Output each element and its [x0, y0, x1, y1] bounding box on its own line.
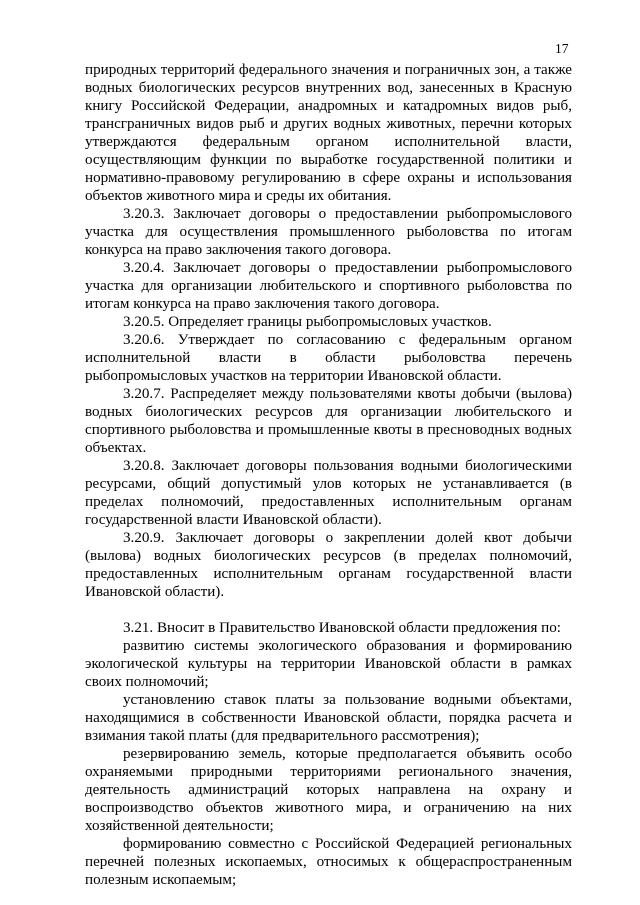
list-item-water-fees: установлению ставок платы за пользование водными объектами, находящимися в собственности Ивановской области, порядка расчета и взимания такой платы (для предварительного рассмотрения); — [85, 692, 572, 744]
page-number: 17 — [555, 41, 569, 56]
list-item-ecological-education: развитию системы экологического образования и формированию экологической культуры на территории Ивановской области в рамках своих полномочий; — [85, 638, 572, 690]
paragraph-3-20-7: 3.20.7. Распределяет между пользователями квоты добычи (вылова) водных биологических ресурсов для организации любительского и спортивного рыболовства и промышленные квоты в пресноводных водных объектах. — [85, 386, 572, 456]
paragraph-3-20-3: 3.20.3. Заключает договоры о предоставлении рыбопромыслового участка для осуществления промышленного рыболовства по итогам конкурса на право заключения такого договора. — [85, 206, 572, 258]
document-body — [85, 61, 572, 889]
paragraph-3-20-4: 3.20.4. Заключает договоры о предоставлении рыбопромыслового участка для организации любительского и спортивного рыболовства по итогам конкурса на право заключения такого договора. — [85, 260, 572, 312]
paragraph-3-20-9: 3.20.9. Заключает договоры о закреплении долей квот добычи (вылова) водных биологических ресурсов (в пределах полномочий, предоставленных исполнительным органам государственной власти Ивановской области). — [85, 530, 572, 600]
paragraph: природных территорий федерального значения и пограничных зон, а также водных биологических ресурсов внутренних вод, занесенных в Красную книгу Российской Федерации, анадромных и катадромных видов рыб, трансграничных видов рыб и других водных животных, перечни которых утверждаются федеральным органом исполнительной власти, осуществляющим функции по выработке государственной политики и нормативно-правовому регулированию в сфере охраны и использования объектов животного мира и среды их обитания. — [85, 62, 572, 204]
paragraph-3-20-6: 3.20.6. Утверждает по согласованию с федеральным органом исполнительной власти в области рыболовства перечень рыбопромысловых участков на территории Ивановской области. — [85, 332, 572, 384]
list-item-mineral-lists: формированию совместно с Российской Федерацией региональных перечней полезных ископаемых, относимых к общераспространенным полезным ископаемым; — [85, 836, 572, 888]
paragraph-3-20-8: 3.20.8. Заключает договоры пользования водными биологическими ресурсами, общий допустимый улов которых не устанавливается (в пределах полномочий, предоставленных исполнительным органам государственной власти Ивановской области). — [85, 458, 572, 528]
paragraph-spacer — [85, 601, 572, 619]
list-item-land-reservation: резервированию земель, которые предполагается объявить особо охраняемыми природными территориями регионального значения, деятельность администраций которых направлена на охрану и воспроизводство объектов животного мира, и ограничению на них хозяйственной деятельности; — [85, 746, 572, 834]
paragraph-3-21: 3.21. Вносит в Правительство Ивановской области предложения по: — [123, 620, 561, 636]
paragraph-3-20-5: 3.20.5. Определяет границы рыбопромысловых участков. — [123, 314, 492, 330]
